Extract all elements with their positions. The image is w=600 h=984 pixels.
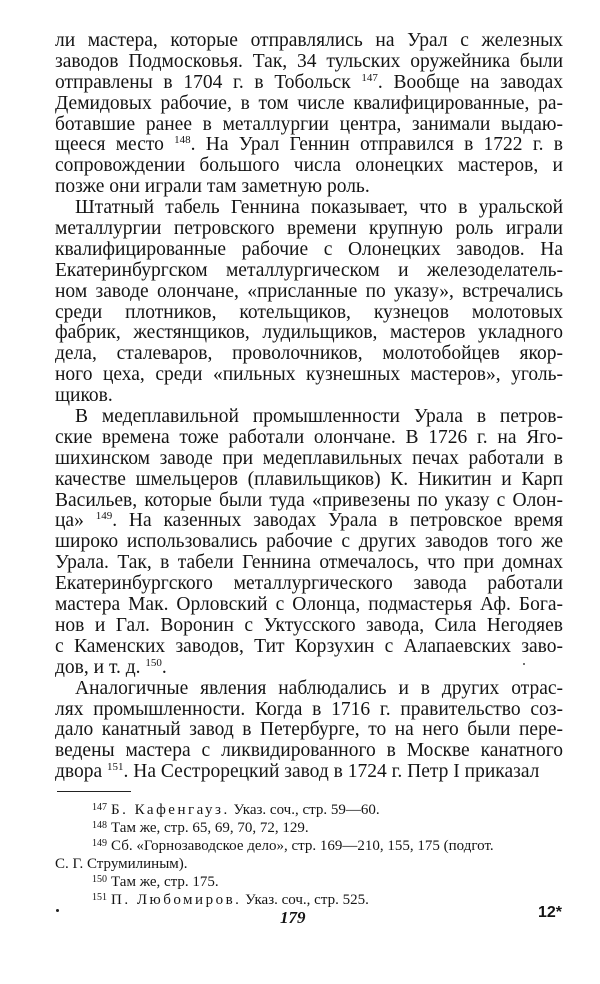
body-text (55, 31, 563, 783)
text-segment: двора (55, 761, 108, 783)
text-line: Демидовых рабочие, в том числе квалифицированные, ра- (55, 92, 563, 114)
text-line: среди плотников, котельщиков, кузнецов молотовых (55, 301, 563, 323)
signature-mark: 12* (538, 904, 563, 921)
text-line: сопровождении большого числа олонецких мастеров, и (55, 155, 563, 177)
text-line: с Каменских заводов, Тит Корзухин с Алапаевских заво- (55, 635, 563, 657)
footnote-ref[interactable]: 149 (95, 510, 113, 523)
footnote (55, 819, 563, 837)
paragraph (55, 407, 563, 679)
footnote (55, 873, 563, 891)
text-line: Екатеринбургского металлургического завода работали (55, 573, 563, 595)
text-line (55, 511, 563, 532)
text-segment: . На Урал Геннин отправился в 1722 г. в (190, 134, 563, 156)
text-line (55, 762, 563, 783)
text-segment: щееся место (55, 134, 175, 156)
text-line: широко использовались рабочие с других заводов того же (55, 531, 563, 553)
text-line: ведены мастера с ликвидированного в Москве канатного (55, 740, 563, 762)
text-line: Васильев, которые были туда «привезены по указу с Олон- (55, 489, 563, 511)
paragraph (55, 31, 563, 198)
footnote (55, 837, 563, 855)
text-line (55, 73, 563, 94)
footnote (55, 855, 563, 873)
footnote-text: Указ. соч., стр. 525. (241, 892, 369, 908)
footnote-text: Там же, стр. 65, 69, 70, 72, 129. (111, 820, 309, 836)
text-line: ного цеха, среди «пильных кузнешных мастеров», уголь- (55, 364, 563, 386)
text-line: фабрик, жестянщиков, лудильщиков, мастеров укладного (55, 322, 563, 344)
text-line: позже они играли там заметную роль. (55, 176, 370, 198)
text-line: шихинском заводе при медеплавильных печах работали в (55, 447, 563, 469)
text-line: Штатный табель Геннина показывает, что в уральской (75, 197, 563, 219)
text-line: качестве шмельцеров (плавильщиков) К. Никитин и Карп (55, 468, 563, 490)
text-line: дало канатный завод в Петербурге, то на него были пере- (55, 719, 563, 741)
text-line: Екатеринбургском металлургическом и железоделатель- (55, 259, 563, 281)
print-speck (56, 909, 59, 912)
text-line: Урала. Так, в табели Геннина отмечалось, что при домнах (55, 552, 563, 574)
footnote (55, 801, 563, 819)
footnote-ref[interactable]: 148 (174, 134, 191, 147)
footnote-ref[interactable]: 151 (107, 761, 124, 774)
text-segment: . (161, 656, 167, 678)
footnote-number: 150 (92, 874, 107, 885)
text-segment: . На Сестрорецкий завод в 1724 г. Петр I приказал (123, 761, 540, 783)
paragraph (55, 679, 563, 783)
footnote-ref[interactable]: 147 (361, 71, 378, 84)
text-line: щиков. (55, 385, 113, 407)
footnote-author: Б. Кафенгауз. (111, 802, 230, 818)
text-line: нов и Гал. Воронин с Уктусского завода, Сила Негодяев (55, 614, 563, 636)
text-line: металлургии петровского времени крупную роль играли (55, 218, 563, 240)
page-number: 179 (280, 908, 306, 927)
text-line: ном заводе олончане, «присланные по указу», встречались (55, 280, 563, 302)
footnote-number: 148 (92, 820, 107, 831)
text-segment: дов, и т. д. (55, 656, 146, 678)
footnote-text: Сб. «Горнозаводское дело», стр. 169—210, 155, 175 (подгот. (111, 838, 494, 854)
footnote (55, 891, 563, 909)
text-line: Аналогичные явления наблюдались и в других отрас- (75, 677, 563, 699)
footnote-text: Указ. соч., стр. 59—60. (229, 802, 380, 818)
print-speck (523, 663, 525, 665)
footnote-divider (57, 791, 131, 792)
text-line: квалифицированные рабочие с Олонецких заводов. На (55, 238, 563, 260)
text-segment: . На казенных заводах Урала в петровское время (112, 510, 563, 532)
text-line: В медеплавильной промышленности Урала в петров- (75, 406, 563, 428)
footnote-author: П. Любомиров. (111, 892, 242, 908)
text-segment: ца» (55, 510, 96, 532)
text-line: лях промышленности. Когда в 1716 г. правительство соз- (55, 698, 563, 720)
text-line (55, 658, 563, 679)
footnote-number: 151 (92, 892, 107, 903)
text-segment: отправлены в 1704 г. в Тобольск (55, 71, 362, 93)
footnote-number: 149 (92, 838, 107, 849)
footnote-ref[interactable]: 150 (145, 656, 162, 669)
text-segment: . Вообще на заводах (377, 71, 563, 93)
footnote-number: 147 (92, 802, 107, 813)
text-line: ские времена тоже работали олончане. В 1726 г. на Яго- (55, 426, 563, 448)
text-line: дела, сталеваров, проволочников, молотобойцев якор- (55, 343, 563, 365)
footnote-text: Там же, стр. 175. (111, 874, 219, 890)
text-line: мастера Мак. Орловский с Олонца, подмастерья Аф. Бога- (55, 594, 563, 616)
footnotes (55, 801, 563, 909)
text-line: ли мастера, которые отправлялись на Урал с железных (55, 30, 563, 51)
footnote-text: С. Г. Струмилиным). (55, 856, 188, 872)
text-line (55, 135, 563, 156)
paragraph (55, 198, 563, 407)
text-line: заводов Подмосковья. Так, 34 тульских оружейника были (55, 50, 563, 72)
text-line: ботавшие ранее в металлургии центра, занимали выдаю- (55, 113, 563, 135)
